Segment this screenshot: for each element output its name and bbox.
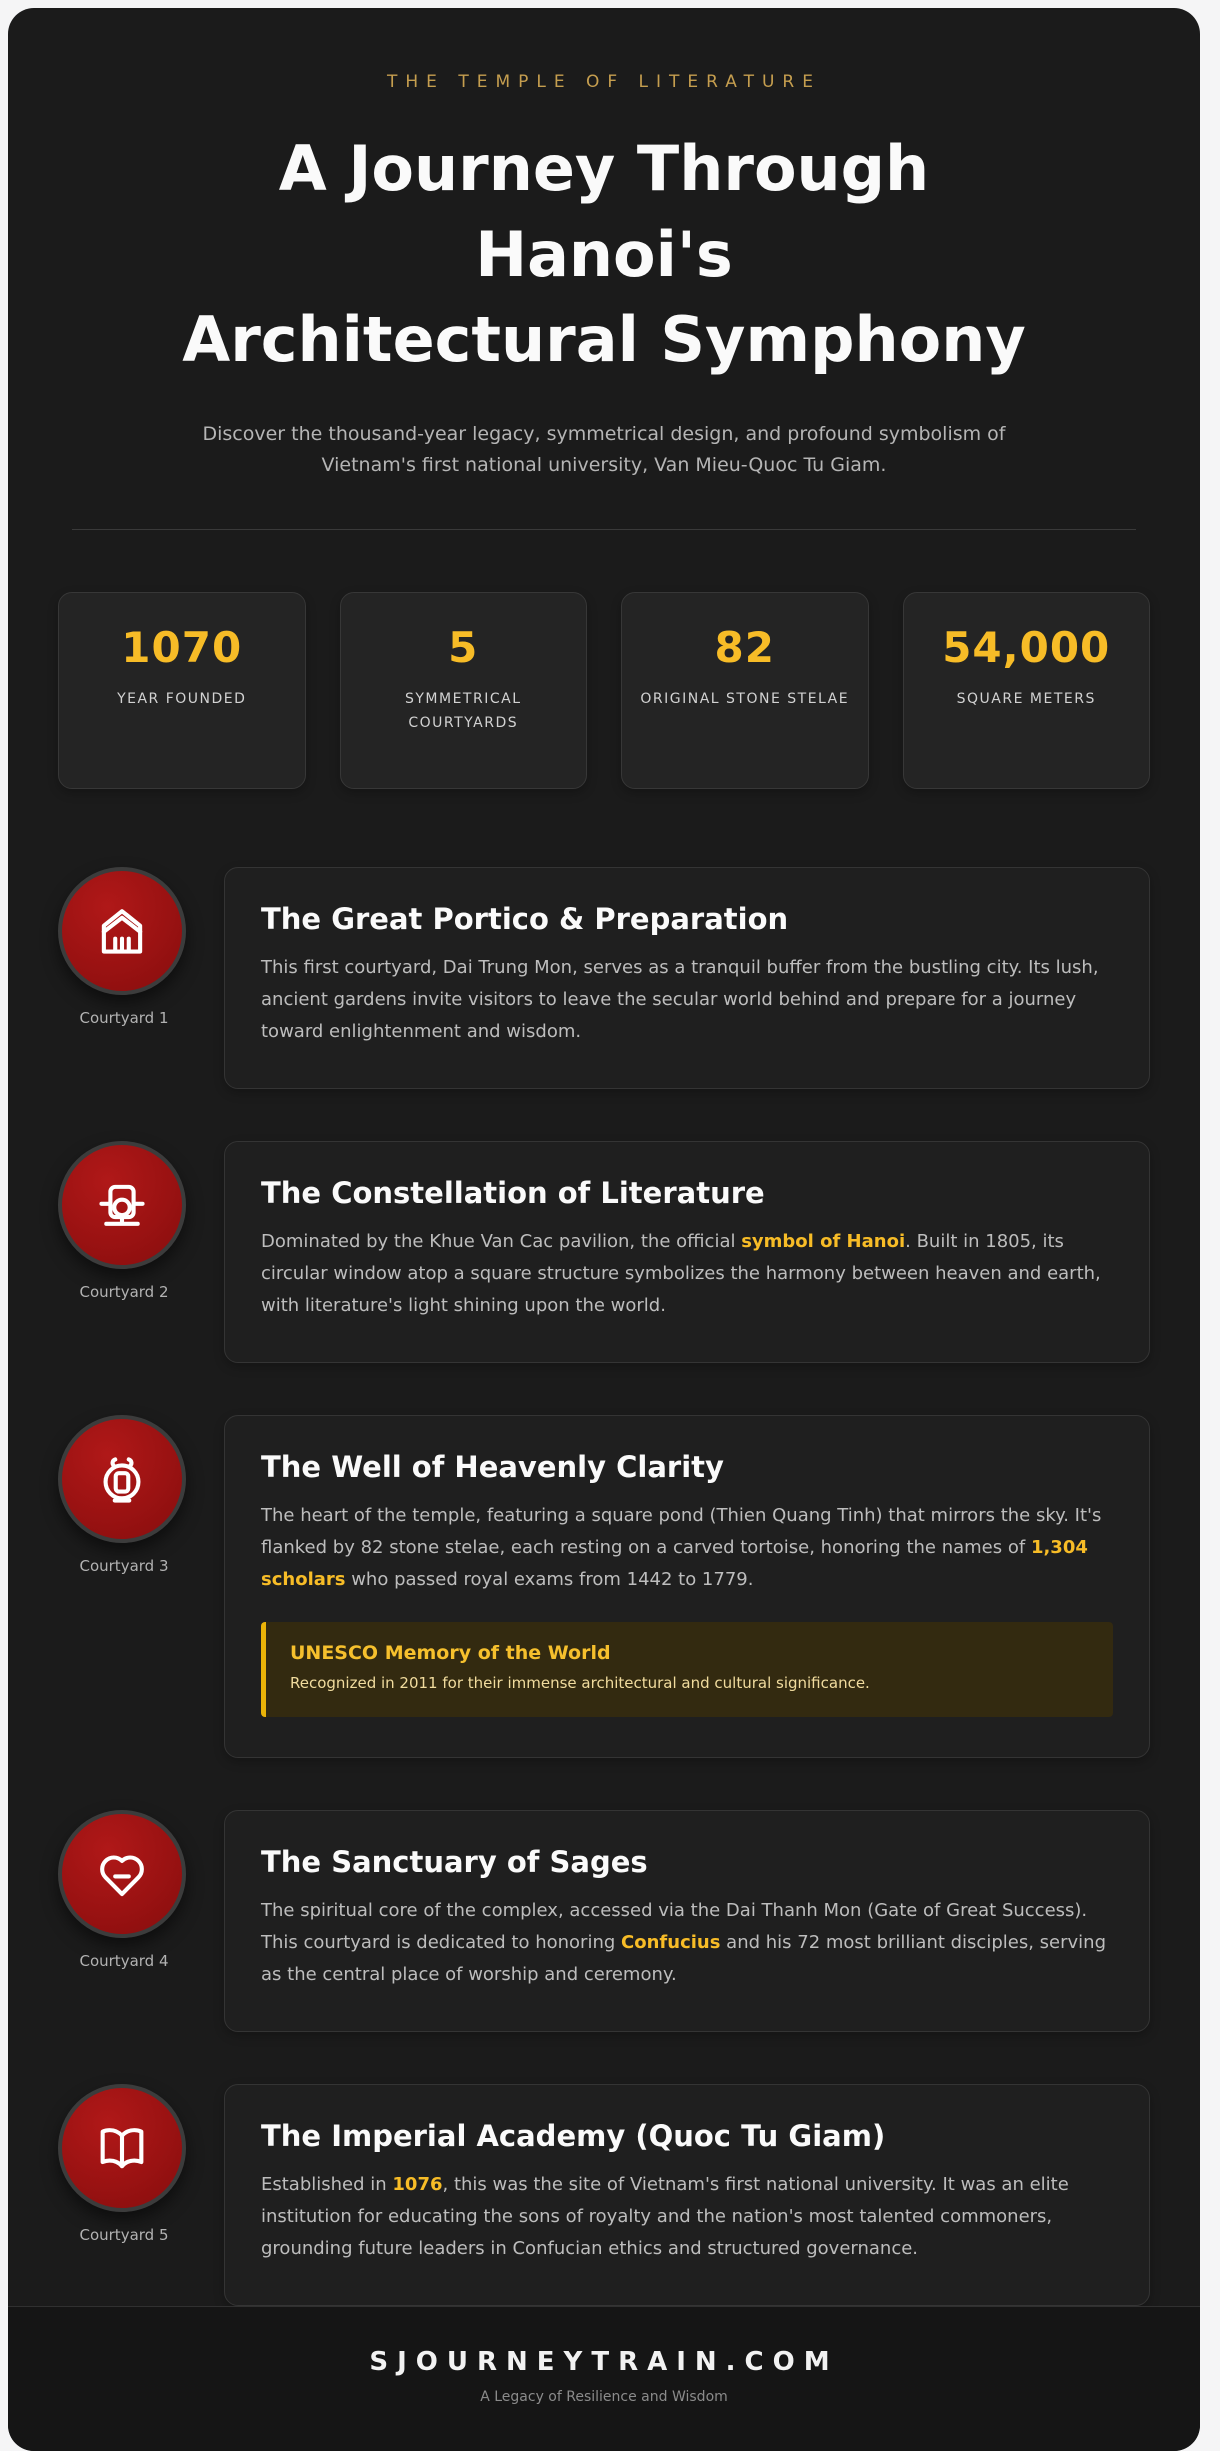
stats-row	[58, 592, 1150, 789]
courtyard-badge: Courtyard 3	[79, 1557, 169, 1576]
courtyard-side	[58, 1141, 190, 1301]
courtyard-badge: Courtyard 1	[79, 1008, 169, 1027]
stat-label: YEAR FOUNDED	[117, 691, 247, 708]
header-divider	[72, 529, 1136, 530]
stela-icon	[93, 1450, 151, 1508]
title-line: Architectural Symphony	[182, 303, 1026, 377]
courtyard-side	[58, 1415, 190, 1575]
courtyard-title: The Constellation of Literature	[261, 1176, 765, 1211]
body-text: This first courtyard, Dai Trung Mon, serves as a tranquil buffer from the bustling city. Its lush, ancient gardens invite visitors to leave the secular world behind and prepare for a journey toward enlightenment and wisdom.	[261, 956, 1099, 1042]
courtyard-body	[261, 2169, 1113, 2265]
stat-value: 5	[448, 623, 479, 673]
courtyard-row	[58, 867, 1150, 1089]
courtyard-row	[58, 1415, 1150, 1758]
courtyard-icon-circle	[58, 867, 186, 995]
page-footer	[8, 2306, 1200, 2451]
stat-value: 1070	[121, 623, 243, 673]
stat-card	[58, 592, 306, 789]
courtyard-title: The Imperial Academy (Quoc Tu Giam)	[261, 2118, 886, 2153]
stat-label: SQUARE METERS	[956, 691, 1096, 708]
courtyard-side	[58, 2084, 190, 2244]
courtyard-icon-circle	[58, 1810, 186, 1938]
page-header	[58, 72, 1150, 530]
courtyard-body	[261, 1226, 1113, 1322]
courtyard-body	[261, 1500, 1113, 1596]
page-title	[114, 126, 1094, 383]
page-subtitle: Discover the thousand-year legacy, symmetrical design, and profound symbolism of Vietnam's first national university, Van Mieu-Quoc Tu Giam.	[202, 422, 1006, 476]
courtyard-badge: Courtyard 2	[79, 1283, 169, 1302]
body-text: , this was the site of Vietnam's first national university. It was an elite institution for educating the sons of royalty and the nation's most talented commoners, grounding future leaders in Confucian ethics and structured governance.	[261, 2173, 1069, 2259]
courtyard-icon-circle	[58, 1415, 186, 1543]
pavilion-icon	[93, 1176, 151, 1234]
body-text: Dominated by the Khue Van Cac pavilion, the official	[261, 1231, 742, 1253]
book-icon	[93, 2119, 151, 2177]
courtyard-card	[224, 1415, 1150, 1758]
courtyard-body	[261, 952, 1113, 1048]
footer-tagline: A Legacy of Resilience and Wisdom	[480, 2388, 728, 2405]
title-line: Hanoi's	[475, 217, 733, 291]
footer-brand: SJOURNEYTRAIN.COM	[369, 2346, 839, 2377]
body-text: The spiritual core of the complex, accessed via the Dai Thanh Mon (Gate of Great Success). This courtyard is dedicated to honoring	[261, 1899, 1088, 1953]
eyebrow-label: THE TEMPLE OF LITERATURE	[387, 72, 821, 92]
courtyard-row	[58, 1141, 1150, 1363]
stat-value: 54,000	[942, 623, 1111, 673]
courtyard-title: The Great Portico & Preparation	[261, 901, 789, 936]
courtyard-row	[58, 1810, 1150, 2032]
courtyard-card	[224, 1141, 1150, 1363]
main-content	[8, 8, 1200, 2306]
courtyard-card	[224, 867, 1150, 1089]
courtyard-badge: Courtyard 4	[79, 1951, 169, 1970]
stat-card	[903, 592, 1151, 789]
courtyard-icon-circle	[58, 1141, 186, 1269]
stat-card	[340, 592, 588, 789]
body-text: who passed royal exams from 1442 to 1779.	[345, 1569, 754, 1591]
courtyard-title: The Well of Heavenly Clarity	[261, 1450, 724, 1485]
courtyard-badge: Courtyard 5	[79, 2225, 169, 2244]
highlighted-text: Confucius	[621, 1931, 721, 1953]
body-text: The heart of the temple, featuring a square pond (Thien Quang Tinh) that mirrors the sky. It's flanked by 82 stone stelae, each resting on a carved tortoise, honoring the names of	[261, 1505, 1102, 1559]
courtyard-row	[58, 2084, 1150, 2306]
callout-title: UNESCO Memory of the World	[290, 1642, 611, 1665]
body-text: . Built in 1805, its circular window atop a square structure symbolizes the harmony between heaven and earth, with literature's light shining upon the world.	[261, 1231, 1101, 1317]
title-line: A Journey Through	[278, 132, 930, 205]
stat-card	[621, 592, 869, 789]
highlighted-text: 1076	[392, 2173, 443, 2195]
body-text: Established in	[261, 2173, 393, 2195]
courtyard-body	[261, 1895, 1113, 1991]
unesco-callout	[261, 1622, 1113, 1717]
courtyard-card	[224, 1810, 1150, 2032]
highlighted-text: symbol of Hanoi	[741, 1231, 906, 1253]
courtyard-list	[58, 867, 1150, 2306]
callout-body: Recognized in 2011 for their immense architectural and cultural significance.	[290, 1674, 870, 1693]
highlighted-text: 1,304 scholars	[261, 1537, 1088, 1591]
courtyard-side	[58, 867, 190, 1027]
gate-icon	[93, 902, 151, 960]
courtyard-title: The Sanctuary of Sages	[261, 1844, 648, 1879]
infographic-card	[8, 8, 1200, 2451]
stat-value: 82	[714, 623, 775, 673]
courtyard-card	[224, 2084, 1150, 2306]
stat-label: ORIGINAL STONE STELAE	[640, 691, 850, 708]
courtyard-side	[58, 1810, 190, 1970]
courtyard-icon-circle	[58, 2084, 186, 2212]
heart-icon	[93, 1845, 151, 1903]
body-text: and his 72 most brilliant disciples, serving as the central place of worship and ceremony.	[261, 1931, 1106, 1985]
stat-label: SYMMETRICAL COURTYARDS	[404, 691, 522, 732]
